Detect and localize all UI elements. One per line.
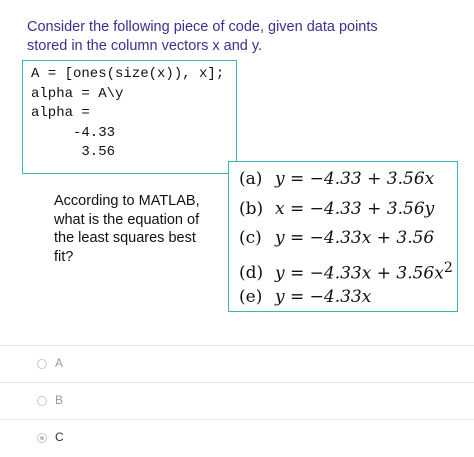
- choice-label: A: [55, 356, 64, 370]
- code-line: -4.33: [31, 124, 116, 141]
- choice-c[interactable]: [0, 419, 474, 456]
- answer-tag: (d): [239, 263, 264, 284]
- radio-button[interactable]: [37, 396, 47, 406]
- answer-equation: x = −4.33 + 3.56y: [275, 198, 435, 219]
- answer-tag: (a): [239, 169, 263, 189]
- prompt-line-2: stored in the column vectors x and y.: [27, 38, 263, 54]
- answer-equation: y = −4.33x: [275, 287, 372, 307]
- choice-b[interactable]: [0, 382, 474, 419]
- answer-tag: (b): [239, 198, 264, 219]
- answer-equation: y = −4.33x + 3.56x: [275, 263, 444, 284]
- prompt-line-1: Consider the following piece of code, given data points: [27, 19, 378, 35]
- answer-option-c: [239, 224, 457, 254]
- question-text: According to MATLAB, what is the equation of the least squares best fit?: [54, 193, 200, 265]
- answer-option-b: [239, 195, 457, 225]
- question-prompt: [27, 18, 447, 56]
- choice-label: B: [55, 393, 64, 407]
- code-line: A = [ones(size(x)), x];: [31, 66, 225, 82]
- radio-button[interactable]: [37, 359, 47, 369]
- radio-button-selected[interactable]: [37, 433, 47, 443]
- code-line: alpha = A\y: [31, 85, 124, 102]
- answer-tag: (e): [239, 287, 263, 307]
- answer-tag: (c): [239, 228, 262, 248]
- answer-option-e: [239, 283, 457, 313]
- answer-equation: y = −4.33 + 3.56x: [275, 169, 435, 189]
- code-block: [22, 60, 237, 174]
- choice-a[interactable]: [0, 345, 474, 382]
- answer-options-box: [228, 161, 458, 312]
- answer-equation: y = −4.33x + 3.56: [275, 228, 435, 248]
- answer-option-d: [239, 254, 457, 284]
- choice-label: C: [55, 430, 64, 444]
- code-line: alpha =: [31, 105, 90, 121]
- code-line: 3.56: [31, 144, 116, 160]
- answer-exponent: 2: [443, 259, 453, 276]
- answer-option-a: [239, 165, 457, 195]
